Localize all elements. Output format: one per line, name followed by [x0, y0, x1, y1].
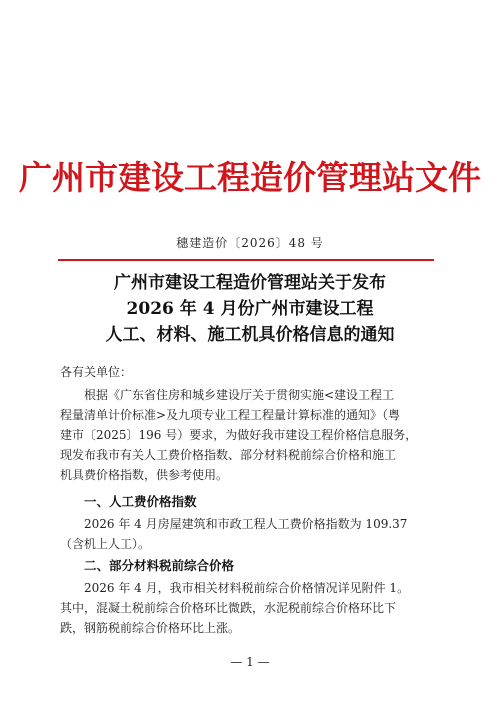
- paragraph-line: 其中，混凝土税前综合价格环比微跌，水泥税前综合价格环比下: [60, 601, 397, 615]
- title-line: 2026 年 4 月份广州市建设工程: [126, 299, 374, 319]
- paragraph-line: 跌，钢筋税前综合价格环比上涨。: [60, 621, 241, 635]
- paragraph-material-prices: [60, 578, 450, 638]
- document-title: [0, 270, 500, 348]
- paragraph-line: 建市〔2025〕196 号）要求，为做好我市建设工程价格信息服务，: [60, 428, 418, 442]
- paragraph-line: 2026 年 4 月，我市相关材料税前综合价格情况详见附件 1。: [84, 581, 410, 595]
- title-line: 人工、材料、施工机具价格信息的通知: [105, 325, 395, 345]
- paragraph-line: 机具费价格指数，供参考使用。: [60, 468, 229, 482]
- red-divider-line: [58, 259, 434, 261]
- paragraph-line: 根据《广东省住房和城乡建设厅关于贯彻实施<建设工程工: [84, 388, 395, 402]
- title-line: 广州市建设工程造价管理站关于发布: [114, 273, 386, 293]
- paragraph-line: 现发布我市有关人工费价格指数、部分材料税前综合价格和施工: [60, 448, 397, 462]
- page-number: — 1 —: [230, 655, 270, 669]
- issuing-organization-header: 广州市建设工程造价管理站文件: [19, 158, 481, 197]
- paragraph-labor-cost: [60, 514, 450, 554]
- paragraph-line: （含机上人工）。: [60, 537, 151, 551]
- section-heading-material-prices: 二、部分材料税前综合价格: [84, 558, 235, 573]
- paragraph-line: 程量清单计价标准>及九项专业工程工程量计算标准的通知》（粤: [60, 408, 401, 422]
- paragraph-basis: [60, 385, 450, 485]
- paragraph-line: 2026 年 4 月房屋建筑和市政工程人工费价格指数为 109.37: [84, 517, 408, 531]
- section-heading-labor-cost: 一、人工费价格指数: [84, 494, 197, 509]
- salutation: 各有关单位：: [60, 365, 133, 379]
- document-number: 穗建造价〔2026〕48 号: [176, 236, 324, 250]
